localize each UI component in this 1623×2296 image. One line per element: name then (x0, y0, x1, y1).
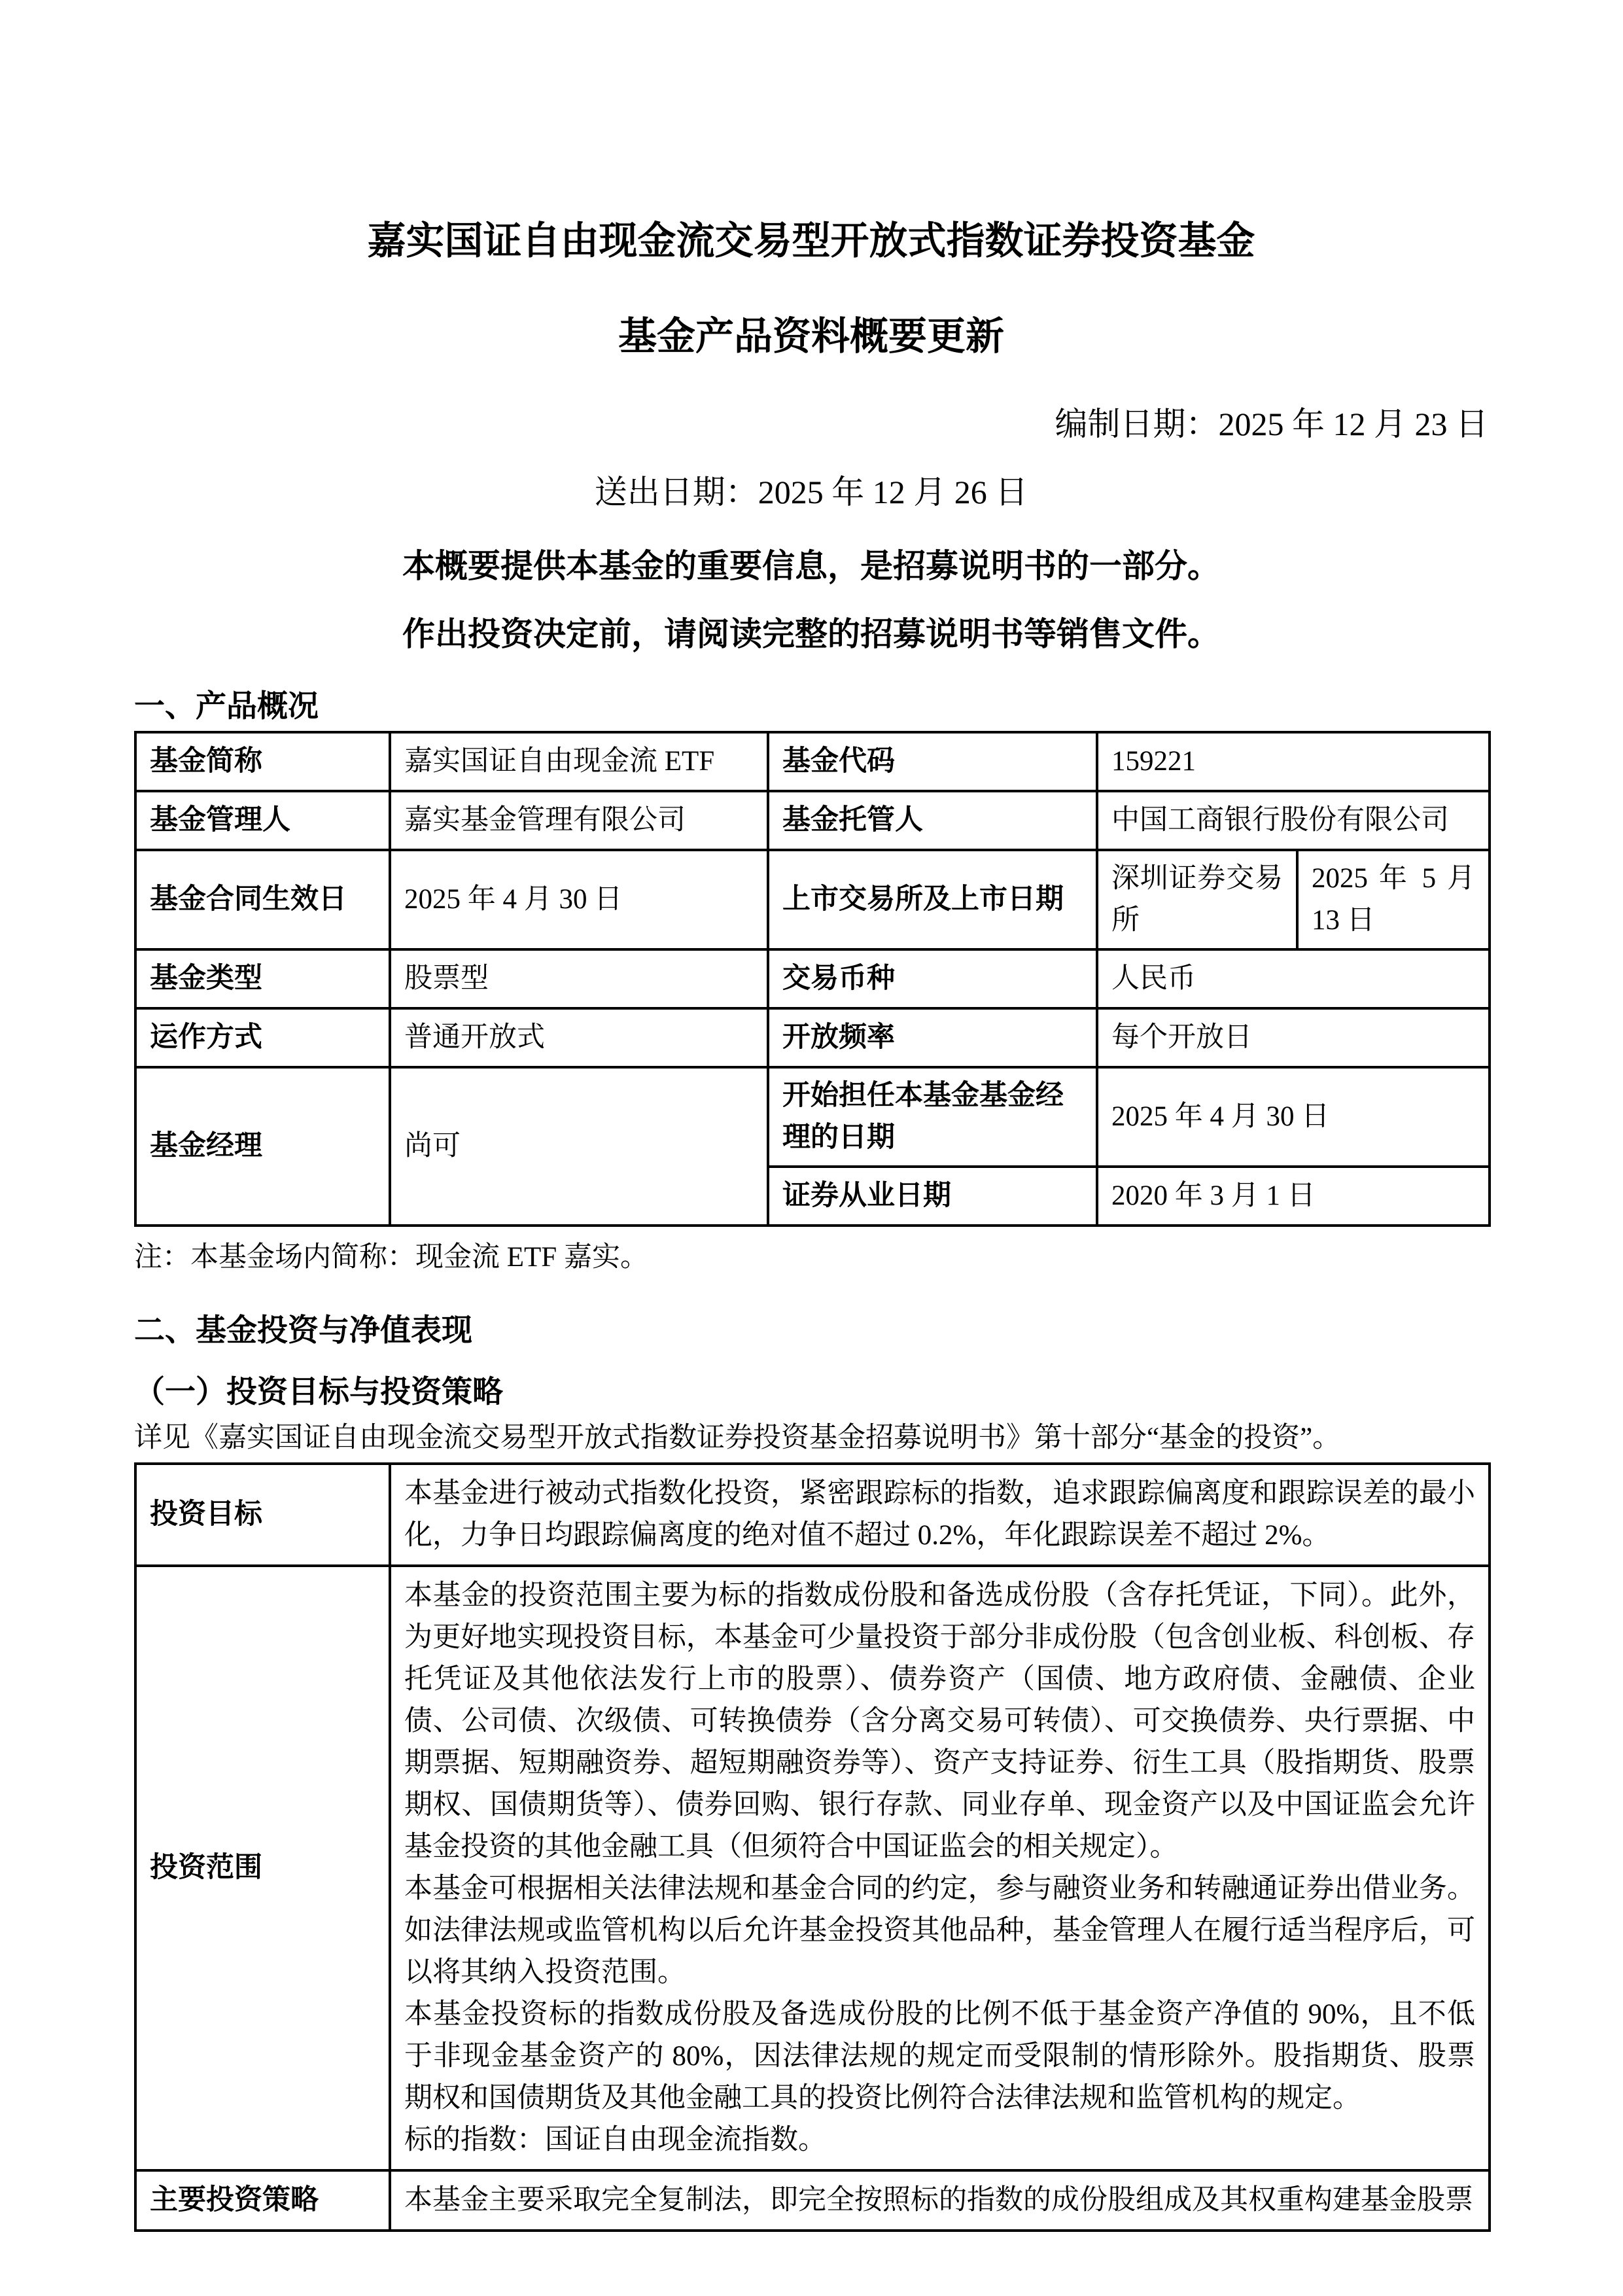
product-overview-table (134, 731, 1491, 1227)
custodian-label: 基金托管人 (768, 791, 1097, 850)
compile-date-line: 编制日期：2025 年 12 月 23 日 (1055, 406, 1488, 442)
manager-start-date-value: 2025 年 4 月 30 日 (1097, 1067, 1490, 1167)
contract-effective-date-label: 基金合同生效日 (135, 850, 390, 949)
fund-manager-person-value: 尚可 (390, 1067, 768, 1226)
table-row-fund-name (135, 732, 1490, 791)
manager-start-date-label: 开始担任本基金基金经理的日期 (768, 1067, 1097, 1167)
investment-objective-value: 本基金进行被动式指数化投资，紧密跟踪标的指数，追求跟踪偏离度和跟踪误差的最小化，力争日均跟踪偏离度的绝对值不超过 0.2%，年化跟踪误差不超过 2%。 (390, 1464, 1490, 1566)
fund-short-name-value: 嘉实国证自由现金流 ETF (390, 732, 768, 791)
scope-paragraph-1: 本基金的投资范围主要为标的指数成份股和备选成份股（含存托凭证，下同）。此外，为更好地实现投资目标，本基金可少量投资于部分非成份股（包含创业板、科创板、存托凭证及其他依法发行上市的股票）、债券资产（国债、地方政府债、金融债、企业债、公司债、次级债、可转换债券（含分离交易可转债）、可交换债券、央行票据、中期票据、短期融资券、超短期融资券等）、资产支持证券、衍生工具（股指期货、股票期权、国债期货等）、债券回购、银行存款、同业存单、现金资产以及中国证监会允许基金投资的其他金融工具（但须符合中国证监会的相关规定）。 (404, 1580, 1475, 1862)
fund-full-name-title: 嘉实国证自由现金流交易型开放式指数证券投资基金 (367, 219, 1255, 262)
fund-manager-company-value: 嘉实基金管理有限公司 (390, 791, 768, 850)
fund-type-label: 基金类型 (135, 949, 390, 1008)
custodian-value: 中国工商银行股份有限公司 (1097, 791, 1490, 850)
operation-mode-value: 普通开放式 (390, 1008, 768, 1067)
operation-mode-label: 运作方式 (135, 1008, 390, 1067)
prospectus-reference-line: 详见《嘉实国证自由现金流交易型开放式指数证券投资基金招募说明书》第十部分“基金的投资”。 (134, 1422, 1341, 1453)
main-strategy-value: 本基金主要采取完全复制法，即完全按照标的指数的成份股组成及其权重构建基金股票 (390, 2170, 1490, 2231)
section-1-heading: 一、产品概况 (134, 690, 319, 724)
table-row-manager (135, 791, 1490, 850)
table-row-operation (135, 1008, 1490, 1067)
main-strategy-label: 主要投资策略 (135, 2170, 390, 2231)
open-frequency-value: 每个开放日 (1097, 1008, 1490, 1067)
securities-practice-date-value: 2020 年 3 月 1 日 (1097, 1167, 1490, 1226)
table-note: 注：本基金场内简称：现金流 ETF 嘉实。 (134, 1242, 648, 1273)
investment-scope-value (390, 1566, 1490, 2170)
doc-subtitle: 基金产品资料概要更新 (618, 315, 1004, 358)
important-notice-line-1: 本概要提供本基金的重要信息，是招募说明书的一部分。 (402, 548, 1220, 584)
table-row-scope (135, 1566, 1490, 2170)
section-2-sub-1-heading: （一）投资目标与投资策略 (134, 1375, 503, 1409)
investment-objective-label: 投资目标 (135, 1464, 390, 1566)
fund-manager-company-label: 基金管理人 (135, 791, 390, 850)
fund-type-value: 股票型 (390, 949, 768, 1008)
table-row-fund-manager (135, 1067, 1490, 1167)
important-notice-line-2: 作出投资决定前，请阅读完整的招募说明书等销售文件。 (402, 616, 1220, 652)
contract-effective-date-value: 2025 年 4 月 30 日 (390, 850, 768, 949)
open-frequency-label: 开放频率 (768, 1008, 1097, 1067)
investment-scope-label: 投资范围 (135, 1566, 390, 2170)
listing-date-value: 2025 年 5 月 13 日 (1297, 850, 1490, 949)
fund-code-label: 基金代码 (768, 732, 1097, 791)
send-date-line: 送出日期：2025 年 12 月 26 日 (594, 474, 1028, 510)
fund-manager-person-label: 基金经理 (135, 1067, 390, 1226)
securities-practice-date-label: 证券从业日期 (768, 1167, 1097, 1226)
section-2-heading: 二、基金投资与净值表现 (134, 1314, 472, 1348)
fund-short-name-label: 基金简称 (135, 732, 390, 791)
scope-paragraph-2: 本基金可根据相关法律法规和基金合同的约定，参与融资业务和转融通证券出借业务。如法律法规或监管机构以后允许基金投资其他品种，基金管理人在履行适当程序后，可以将其纳入投资范围。 (404, 1873, 1475, 1988)
table-row-fund-type (135, 949, 1490, 1008)
table-row-objective (135, 1464, 1490, 1566)
listing-exchange-date-label: 上市交易所及上市日期 (768, 850, 1097, 949)
table-row-strategy (135, 2170, 1490, 2231)
fund-code-value: 159221 (1097, 732, 1490, 791)
scope-paragraph-4: 标的指数：国证自由现金流指数。 (404, 2125, 826, 2155)
scope-paragraph-3: 本基金投资标的指数成份股及备选成份股的比例不低于基金资产净值的 90%，且不低于非现金基金资产的 80%，因法律法规的规定而受限制的情形除外。股指期货、股票期权和国债期货及其他金融工具的投资比例符合法律法规和监管机构的规定。 (404, 1999, 1475, 2113)
trade-currency-label: 交易币种 (768, 949, 1097, 1008)
table-row-contract-date (135, 850, 1490, 949)
listing-exchange-value: 深圳证券交易所 (1097, 850, 1297, 949)
trade-currency-value: 人民币 (1097, 949, 1490, 1008)
investment-table (134, 1462, 1491, 2232)
